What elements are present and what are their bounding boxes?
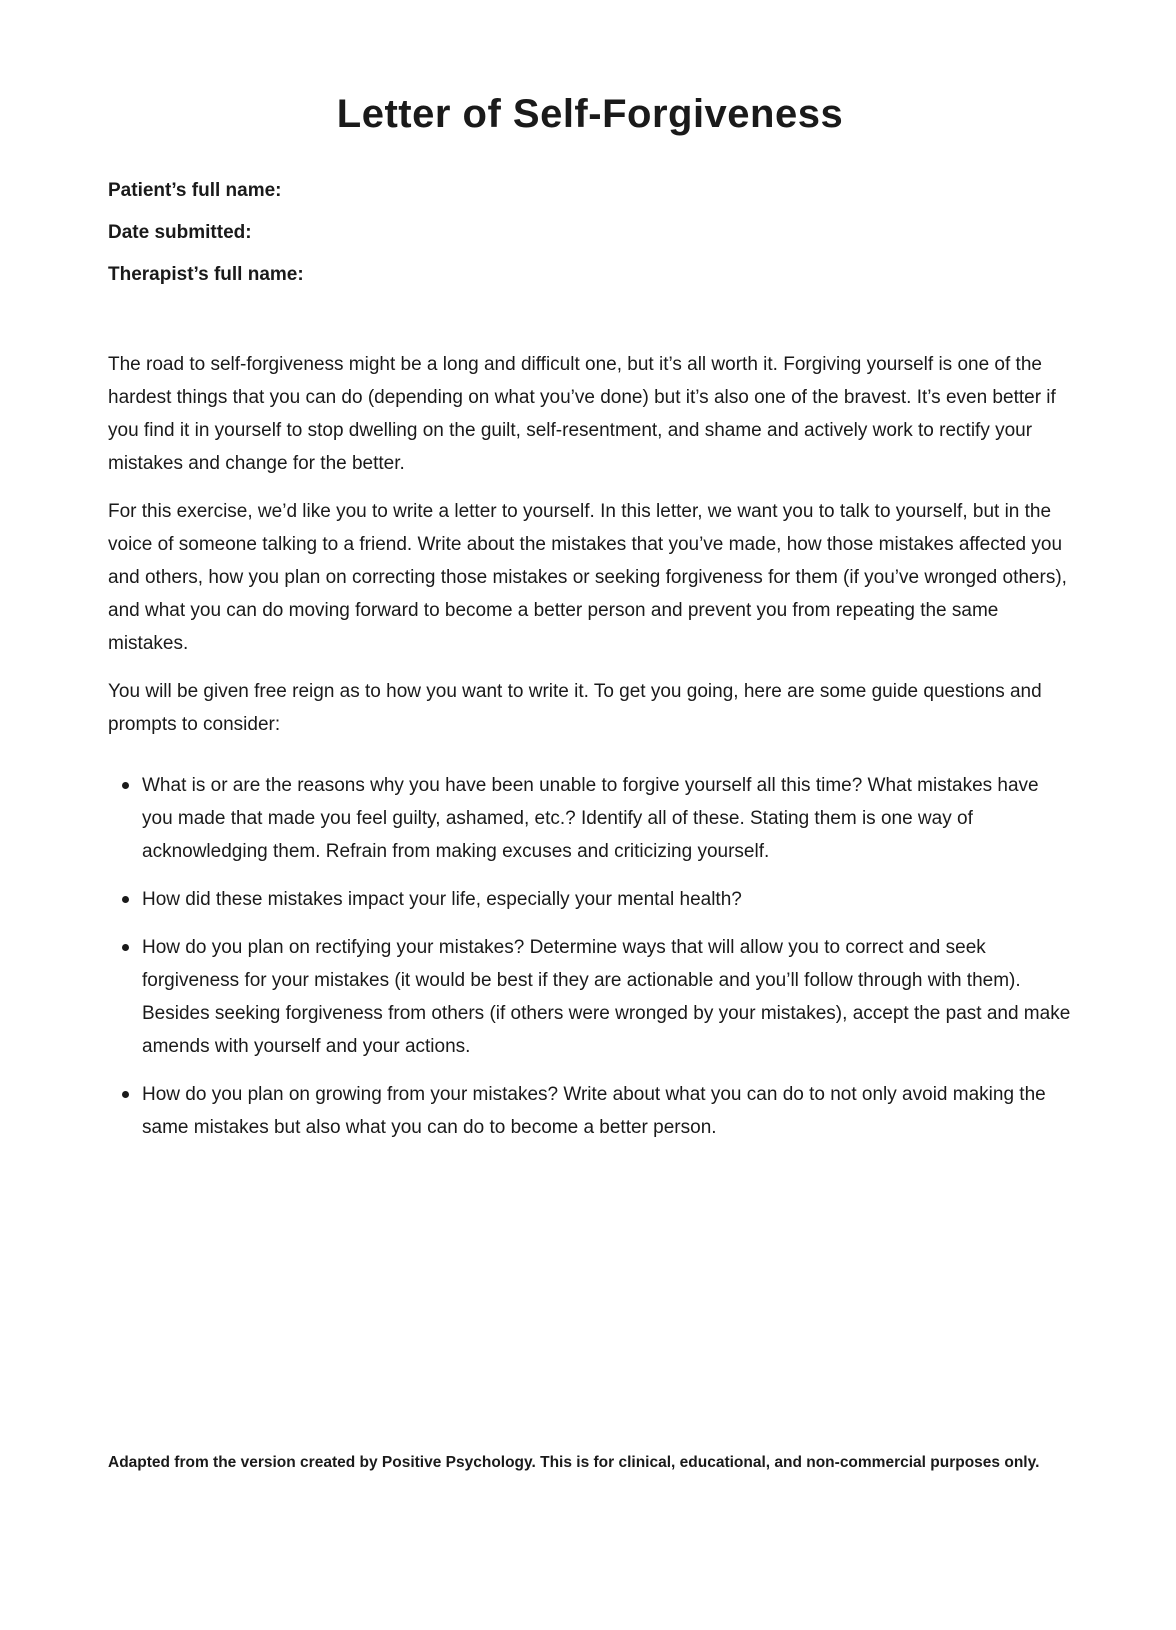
guide-intro-paragraph: You will be given free reign as to how you want to write it. To get you going, here are some guide questions and prompts to consider: [108, 681, 1042, 735]
exercise-paragraph: For this exercise, we’d like you to write a letter to yourself. In this letter, we want you to talk to yourself, but in the voice of someone talking to a friend. Write about the mistakes that you’ve made, how those mistakes affected you and others, how you plan on correcting those mistakes or seeking forgiveness for them (if you’ve wronged others), and what you can do moving forward to become a better person and prevent you from repeating the same mistakes. [108, 501, 1067, 654]
prompt-item-rectify: How do you plan on rectifying your mistakes? Determine ways that will allow you to correct and seek forgiveness for your mistakes (it would be best if they are actionable and you’ll follow through with them). Besides seeking forgiveness from others (if others were wronged by your mistakes), accept the past and make amends with yourself and your actions. [140, 931, 1072, 1063]
page-content [108, 0, 1072, 1159]
header-fields [108, 181, 1072, 284]
date-submitted-field-label: Date submitted: [108, 222, 252, 243]
therapist-name-field-label: Therapist’s full name: [108, 264, 304, 285]
prompt-item-reasons: What is or are the reasons why you have been unable to forgive yourself all this time? What mistakes have you made that made you feel guilty, ashamed, etc.? Identify all of these. Stating them is one way of acknowledging them. Refrain from making excuses and criticizing yourself. [140, 769, 1072, 868]
intro-paragraph: The road to self-forgiveness might be a long and difficult one, but it’s all worth it. Forgiving yourself is one of the hardest things that you can do (depending on what you’ve done) but it’s also one of the bravest. It’s even better if you find it in yourself to stop dwelling on the guilt, self-resentment, and shame and actively work to rectify your mistakes and change for the better. [108, 354, 1056, 474]
body-copy [108, 348, 1072, 1144]
attribution-footer: Adapted from the version created by Positive Psychology. This is for clinical, educational, and non-commercial purposes only. [108, 1453, 1040, 1471]
prompt-item-impact: How did these mistakes impact your life, especially your mental health? [140, 883, 1072, 916]
patient-name-field-label: Patient’s full name: [108, 180, 282, 201]
prompt-list [108, 769, 1072, 1144]
prompt-item-growth: How do you plan on growing from your mistakes? Write about what you can do to not only avoid making the same mistakes but also what you can do to become a better person. [140, 1078, 1072, 1144]
page-title: Letter of Self-Forgiveness [336, 92, 844, 136]
